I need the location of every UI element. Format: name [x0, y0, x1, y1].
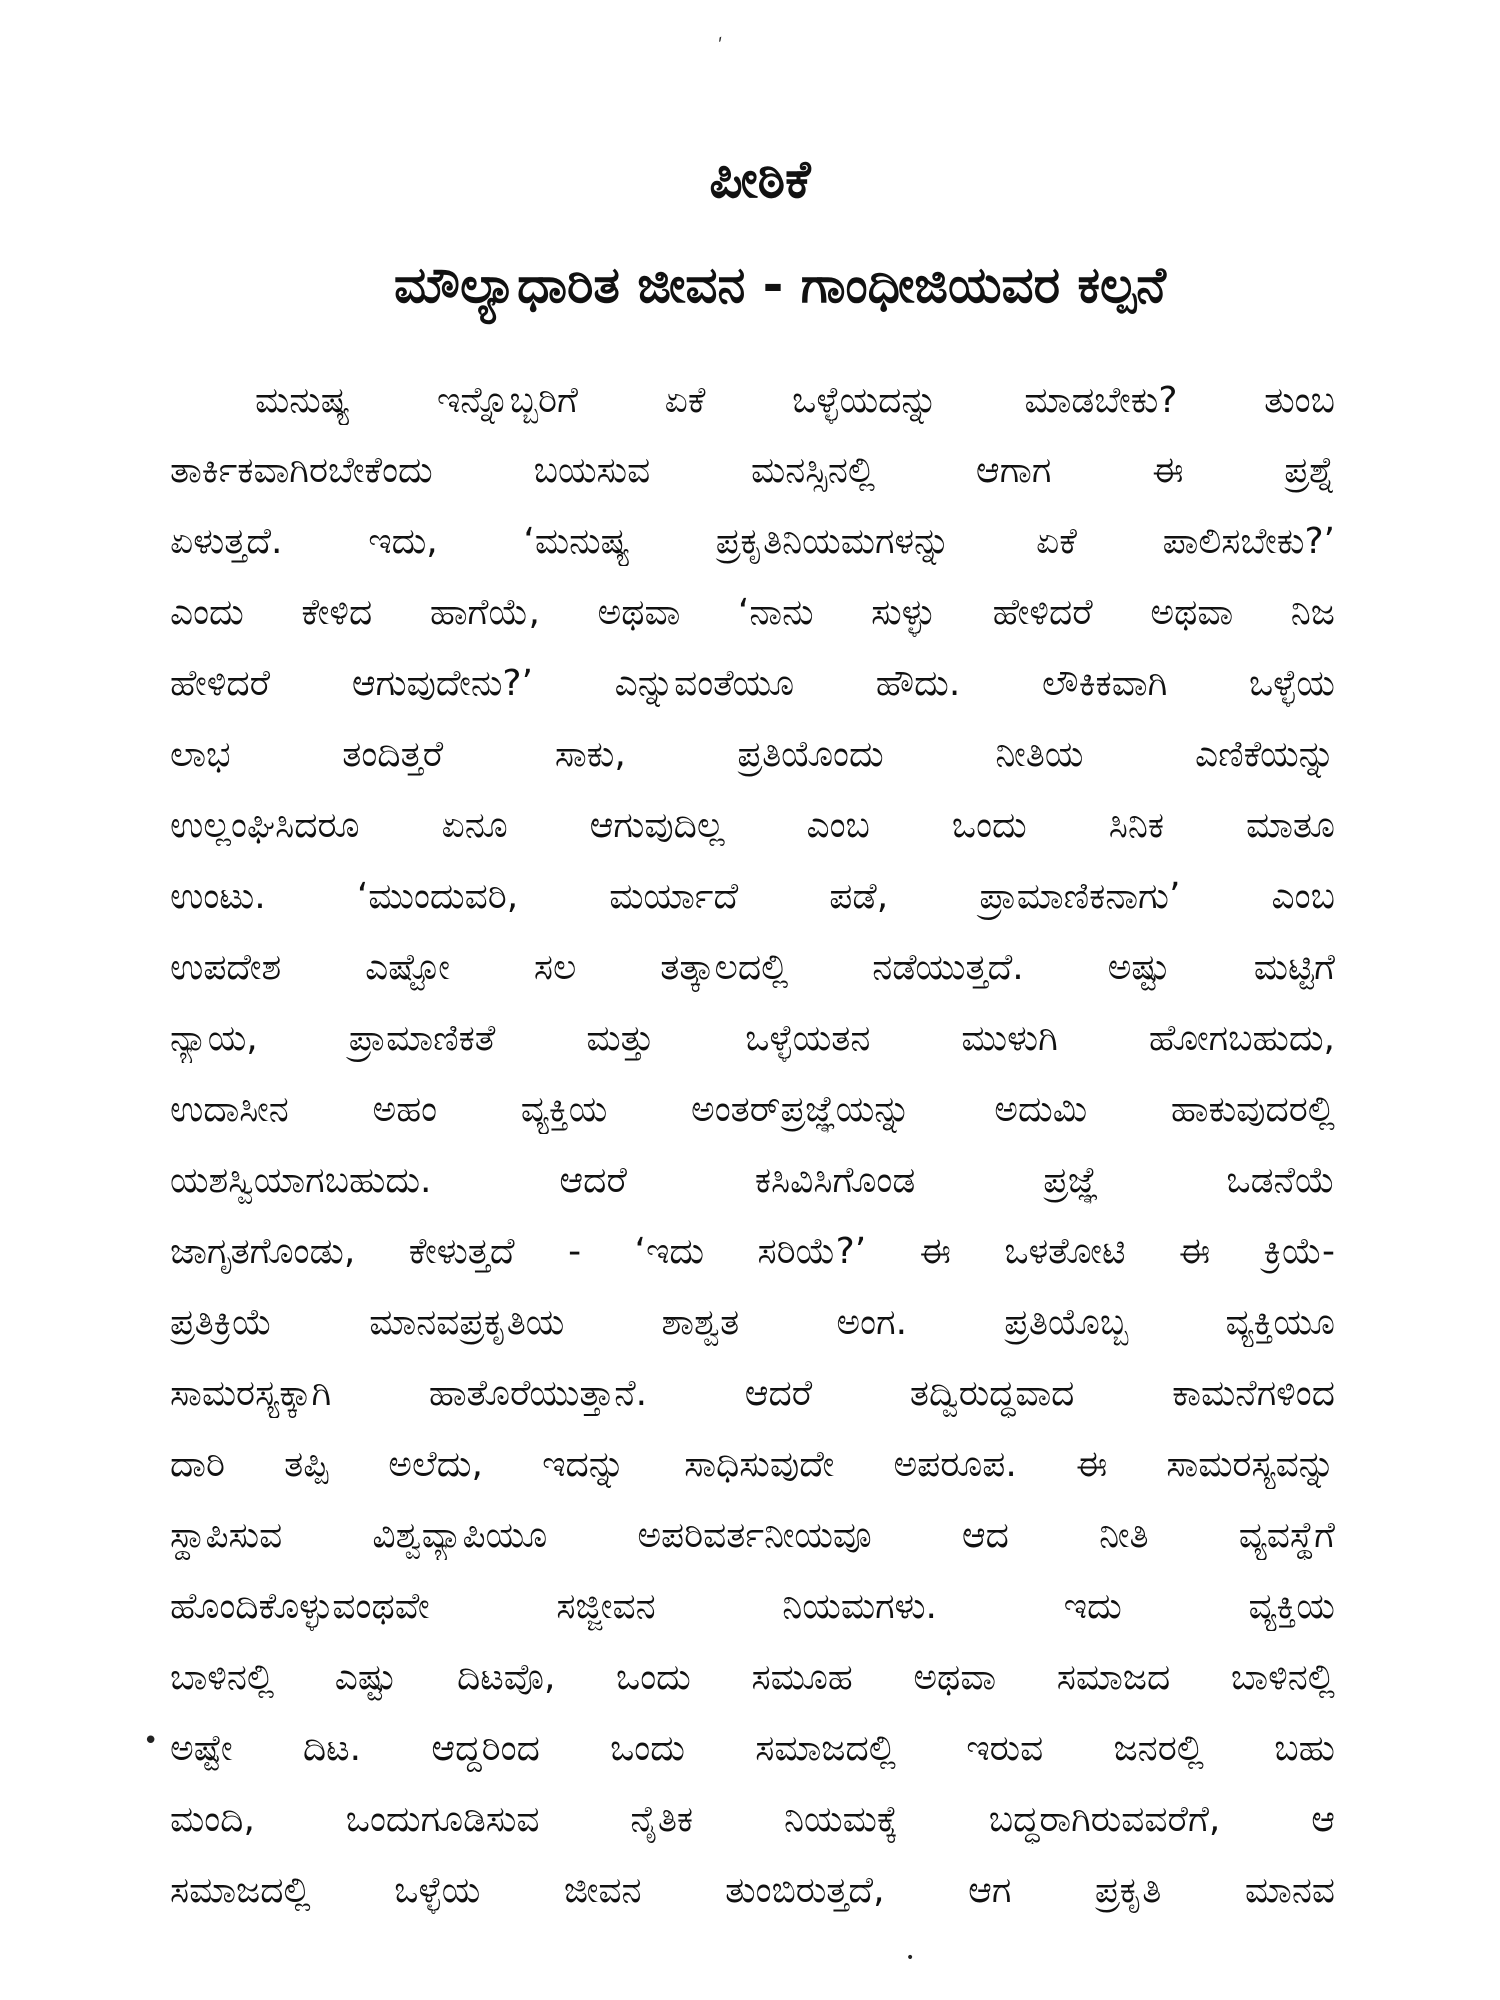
margin-dot: •: [143, 1726, 159, 1756]
text-line: ಮಂದಿ, ಒಂದುಗೂಡಿಸುವ ನೈತಿಕ ನಿಯಮಕ್ಕೆ ಬದ್ಧರಾಗಿರುವವರೆಗೆ, ಆ: [170, 1799, 1335, 1840]
text-line: ಸ್ಥಾಪಿಸುವ ವಿಶ್ವವ್ಯಾಪಿಯೂ ಅಪರಿವರ್ತನೀಯವೂ ಆದ ನೀತಿ ವ್ಯವಸ್ಥೆಗೆ: [170, 1515, 1335, 1556]
text-line: ತಾರ್ಕಿಕವಾಗಿರಬೇಕೆಂದು ಬಯಸುವ ಮನಸ್ಸಿನಲ್ಲಿ ಆಗಾಗ ಈ ಪ್ರಶ್ನೆ: [170, 450, 1335, 491]
text-line: ಸಮಾಜದಲ್ಲಿ ಒಳ್ಳೆಯ ಜೀವನ ತುಂಬಿರುತ್ತದೆ, ಆಗ ಪ್ರಕೃತಿ ಮಾನವ: [170, 1870, 1335, 1911]
text-line: ಏಳುತ್ತದೆ. ಇದು, ‘ಮನುಷ್ಯ ಪ್ರಕೃತಿನಿಯಮಗಳನ್ನು ಏಕೆ ಪಾಲಿಸಬೇಕು?’: [170, 521, 1335, 562]
text-line: ಅಷ್ಟೇ ದಿಟ. ಆದ್ದರಿಂದ ಒಂದು ಸಮಾಜದಲ್ಲಿ ಇರುವ ಜನರಲ್ಲಿ ಬಹು: [170, 1728, 1335, 1769]
text-line: ಉಪದೇಶ ಎಷ್ಟೋ ಸಲ ತತ್ಕಾಲದಲ್ಲಿ ನಡೆಯುತ್ತದೆ. ಅಷ್ಟು ಮಟ್ಟಿಗೆ: [170, 947, 1335, 988]
page-title: ಪೀಠಿಕೆ: [709, 150, 811, 210]
text-line: ಉದಾಸೀನ ಅಹಂ ವ್ಯಕ್ತಿಯ ಅಂತರ್‌ಪ್ರಜ್ಞೆಯನ್ನು ಅದುಮಿ ಹಾಕುವುದರಲ್ಲಿ: [170, 1089, 1335, 1130]
section-title: ಮೌಲ್ಯಾಧಾರಿತ ಜೀವನ - ಗಾಂಧೀಜಿಯವರ ಕಲ್ಪನೆ: [393, 256, 1167, 314]
text-line: ಉಲ್ಲಂಘಿಸಿದರೂ ಏನೂ ಆಗುವುದಿಲ್ಲ ಎಂಬ ಒಂದು ಸಿನಿಕ ಮಾತೂ: [170, 805, 1335, 846]
text-line: ಹೇಳಿದರೆ ಆಗುವುದೇನು?’ ಎನ್ನುವಂತೆಯೂ ಹೌದು. ಲೌಕಿಕವಾಗಿ ಒಳ್ಳೆಯ: [170, 663, 1335, 704]
scan-speck: ´: [712, 33, 734, 59]
text-line: ಜಾಗೃತಗೊಂಡು, ಕೇಳುತ್ತದೆ - ‘ಇದು ಸರಿಯೆ?’ ಈ ಒಳತೋಟಿ ಈ ಕ್ರಿಯೆ-: [170, 1231, 1335, 1272]
text-line: ಸಾಮರಸ್ಯಕ್ಕಾಗಿ ಹಾತೊರೆಯುತ್ತಾನೆ. ಆದರೆ ತದ್ವಿರುದ್ಧವಾದ ಕಾಮನೆಗಳಿಂದ: [170, 1373, 1335, 1414]
text-line: ಮನುಷ್ಯ ಇನ್ನೊಬ್ಬರಿಗೆ ಏಕೆ ಒಳ್ಳೆಯದನ್ನು ಮಾಡಬೇಕು? ತುಂಬ: [255, 380, 1335, 421]
text-line: ಲಾಭ ತಂದಿತ್ತರೆ ಸಾಕು, ಪ್ರತಿಯೊಂದು ನೀತಿಯ ಎಣಿಕೆಯನ್ನು: [170, 734, 1335, 775]
text-line: ಉಂಟು. ‘ಮುಂದುವರಿ, ಮರ್ಯಾದೆ ಪಡೆ, ಪ್ರಾಮಾಣಿಕನಾಗು’ ಎಂಬ: [170, 876, 1335, 917]
text-line: ಹೊಂದಿಕೊಳ್ಳುವಂಥವೇ ಸಜ್ಜೀವನ ನಿಯಮಗಳು. ಇದು ವ್ಯಕ್ತಿಯ: [170, 1586, 1335, 1627]
text-line: ಯಶಸ್ವಿಯಾಗಬಹುದು. ಆದರೆ ಕಸಿವಿಸಿಗೊಂಡ ಪ್ರಜ್ಞೆ ಒಡನೆಯೆ: [170, 1160, 1335, 1201]
text-line: ನ್ಯಾಯ, ಪ್ರಾಮಾಣಿಕತೆ ಮತ್ತು ಒಳ್ಳೆಯತನ ಮುಳುಗಿ ಹೋಗಬಹುದು,: [170, 1018, 1335, 1059]
scan-speck: •: [906, 1950, 915, 1966]
text-line: ಎಂದು ಕೇಳಿದ ಹಾಗೆಯೆ, ಅಥವಾ ‘ನಾನು ಸುಳ್ಳು ಹೇಳಿದರೆ ಅಥವಾ ನಿಜ: [170, 592, 1335, 633]
text-line: ದಾರಿ ತಪ್ಪಿ ಅಲೆದು, ಇದನ್ನು ಸಾಧಿಸುವುದೇ ಅಪರೂಪ. ಈ ಸಾಮರಸ್ಯವನ್ನು: [170, 1444, 1335, 1485]
text-line: ಬಾಳಿನಲ್ಲಿ ಎಷ್ಟು ದಿಟವೊ, ಒಂದು ಸಮೂಹ ಅಥವಾ ಸಮಾಜದ ಬಾಳಿನಲ್ಲಿ: [170, 1657, 1335, 1698]
text-line: ಪ್ರತಿಕ್ರಿಯೆ ಮಾನವಪ್ರಕೃತಿಯ ಶಾಶ್ವತ ಅಂಗ. ಪ್ರತಿಯೊಬ್ಬ ವ್ಯಕ್ತಿಯೂ: [170, 1302, 1335, 1343]
